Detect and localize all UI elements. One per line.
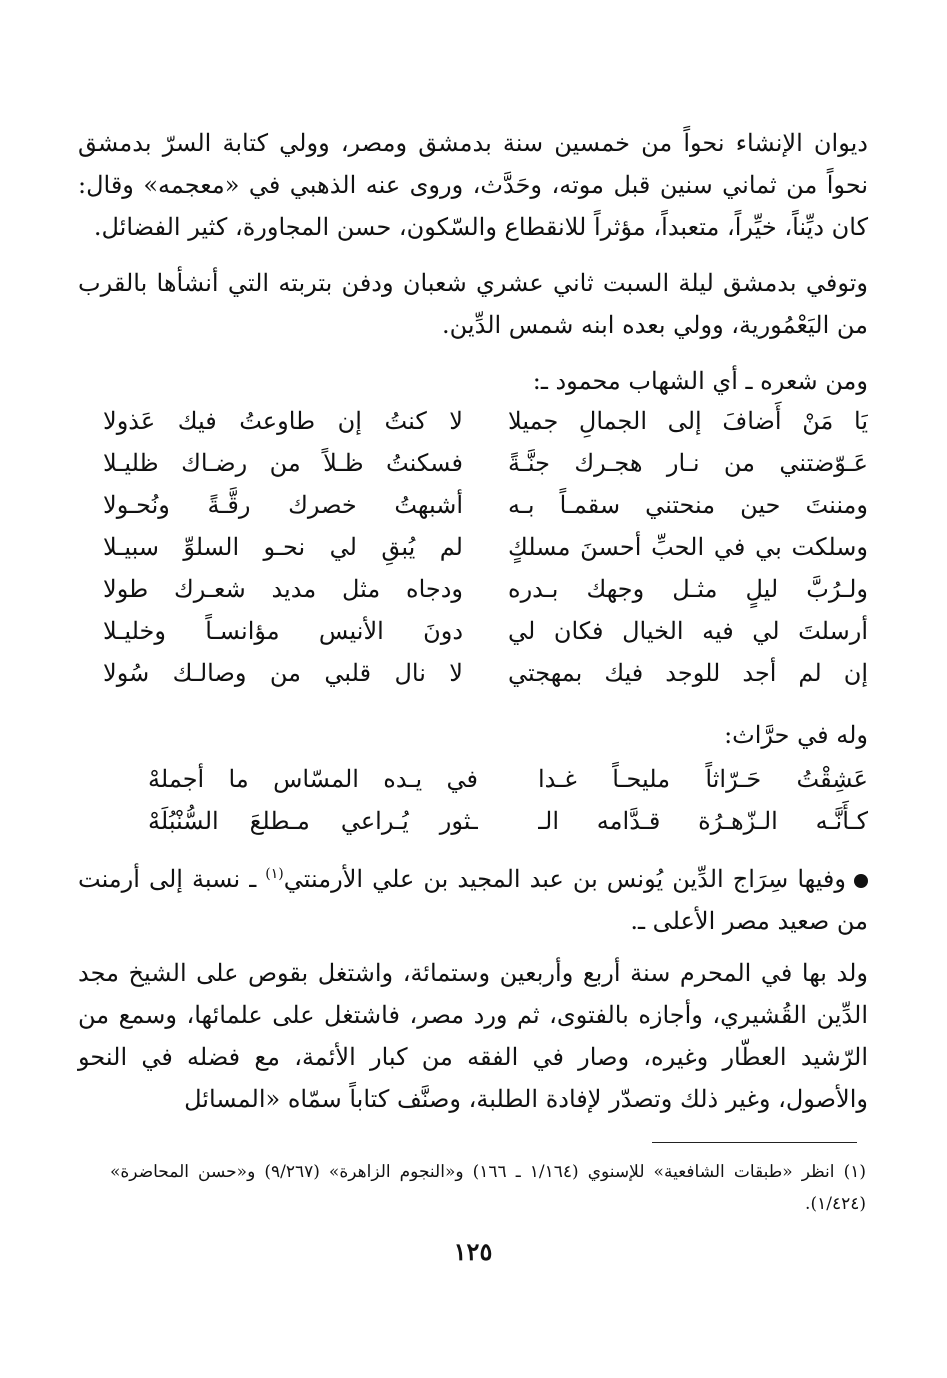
verse-line [78,652,868,694]
first-hemistich: كـأَنَّـه الـزّهـرُة قـدَّامه الـ [538,807,868,835]
second-hemistich: لم يُبقِ لي نحـو السلوِّ سبيـلا [103,533,463,561]
page-number: ١٢٥ [453,1237,493,1266]
second-hemistich: ـثور يُـراعي مـطلعَ السُّنْبُلَهْ [148,807,478,835]
bullet-icon [854,874,868,888]
first-hemistich: إن لم أجد للوجد فيك بمهجتي [508,659,868,687]
paragraph-2: وتوفي بدمشق ليلة السبت ثاني عشري شعبان ودفن بتربته التي أنشأها بالقرب من اليَعْمُورية، وولي بعده ابنه شمس الدِّين. [78,269,868,339]
first-hemistich: يَا مَنْ أَضافَ إلى الجمالِ جميلا [508,407,868,435]
second-hemistich: فسكنتُ ظـلاً من رضـاك ظليـلا [103,449,463,477]
second-hemistich: لا نال قلبي من وصالـك سُولا [103,659,463,687]
first-hemistich: أرسلتَ لي فيه الخيال فكان لي [508,617,868,645]
poem-intro: ومن شعره ـ أي الشهاب محمود ـ: [532,367,868,395]
biography-entry-heading [78,858,868,942]
poem-1 [78,400,868,694]
first-hemistich: عَـوّضتني من نـار هجـرك جنَّـةً [508,449,868,477]
second-hemistich: ودجاه مثل مديد شعـرك طولا [103,575,463,603]
footnote-reference: (١) [265,866,284,882]
first-hemistich: وسلكت بي في الحبِّ أحسنَ مسلكٍ [508,533,868,561]
verse-line [78,526,868,568]
verse-line [78,758,868,800]
verse-line [78,800,868,842]
entry-rest: ـ نسبة إلى أرمنت من صعيد مصر الأعلى ـ. [78,865,868,935]
footnote: (١) انظر «طبقات الشافعية» للإسنوي (١/١٦٤ ـ ١٦٦) و«النجوم الزاهرة» (٩/٢٦٧) و«حسن المحاضرة» (١/٤٢٤). [110,1162,866,1214]
verse-line [78,610,868,652]
verse-line [78,568,868,610]
first-hemistich: ولـرُبَّ ليلٍ مثـل وجهك بـدره [508,575,868,603]
second-hemistich: في يـده المسّاس ما أجملهْ [148,765,478,793]
entry-name: وفيها سِرَاج الدِّين يُونس بن عبد المجيد بن علي الأرمنتي [283,865,846,893]
paragraph-biography: ولد بها في المحرم سنة أربع وأربعين وستمائة، واشتغل بقوص على الشيخ مجد الدِّين القُشيري، وأجازه بالفتوى، ثم ورد مصر، فاشتغل على علمائها، وسمع من الرّشيد العطّار وغيره، وصار في الفقه من كبار الأئمة، مع فضله في النحو والأصول، وغير ذلك وتصدّر لإفادة الطلبة، وصنَّف كتاباً سمّاه «المسائل [78,959,868,1113]
first-hemistich: ومننتَ حين منحتني سقمـاً بـه [508,491,868,519]
verse-line [78,400,868,442]
poem-2 [78,758,868,842]
paragraph-1: ديوان الإنشاء نحواً من خمسين سنة بدمشق ومصر، وولي كتابة السرّ بدمشق نحواً من ثماني سنين قبل موته، وحَدَّث، وروى عنه الذهبي في «معجمه» وقال: كان ديِّناً، خيِّراً، متعبداً، مؤثراً للانقطاع والسّكون، حسن المجاورة، كثير الفضائل. [78,129,868,241]
verse-line [78,484,868,526]
footnote-divider [652,1142,857,1143]
second-hemistich: لا كنتُ إن طاوعتُ فيك عَذولا [103,407,463,435]
second-hemistich: أشبهتُ خصرك رقَّـةً ونُحـولا [103,491,463,519]
verse-line [78,442,868,484]
poem-2-intro: وله في حرَّاث: [724,721,868,749]
second-hemistich: دونَ الأنيس مؤانسـاً وخليـلا [103,617,463,645]
first-hemistich: عَشِقْتُ حَـرّاثاً مليحـاً غـدا [538,765,868,793]
